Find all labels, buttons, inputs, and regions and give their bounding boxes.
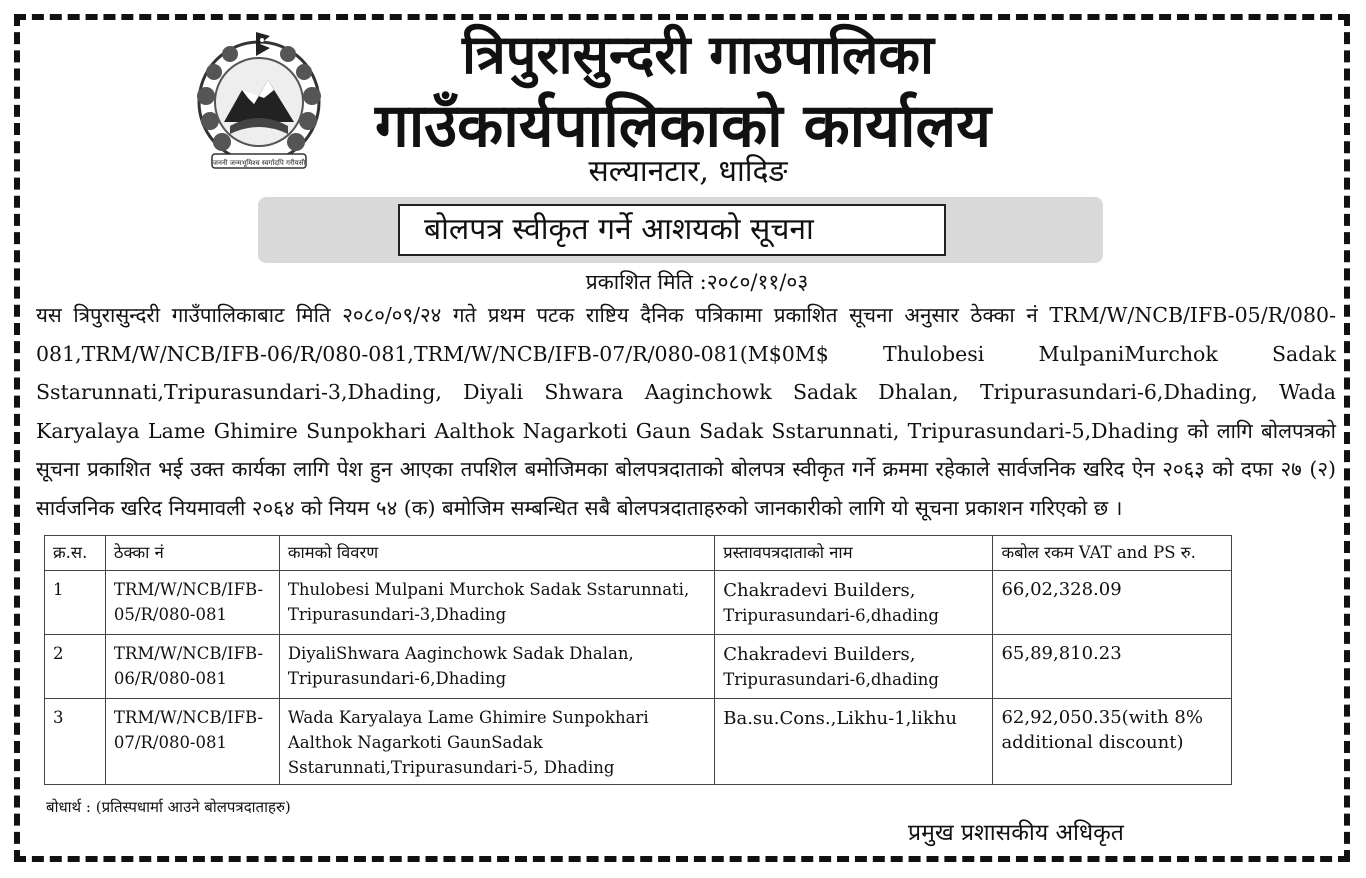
header-bidder: प्रस्तावपत्रदाताको नाम [715,536,993,571]
header-sn: क्र.स. [45,536,106,571]
cell-description: Wada Karyalaya Lame Ghimire Sunpokhari Aalthok Nagarkoti GaunSadak Sstarunnati,Tripurasundari-5, Dhading [279,699,714,785]
table-row [45,635,1232,699]
cell-amount: 62,92,050.35(with 8% additional discount) [993,699,1232,785]
bidder-name: Ba.su.Cons.,Likhu-1,likhu [723,708,958,729]
cell-sn: 1 [45,571,106,635]
notice-body: यस त्रिपुरासुन्दरी गाउँपालिकाबाट मिति २०८०/०९/२४ गते प्रथम पटक राष्टिय दैनिक पत्रिकामा प्रकाशित सूचना अनुसार ठेक्का नं TRM/W/NCB/IFB-05/R/080-081,TRM/W/NCB/IFB-06/R/080-081,TRM/W/NCB/IFB-07/R/080-081(M$0M$ Thulobesi MulpaniMurchok Sadak Sstarunnati,Tripurasundari-3,Dhading, Diyali Shwara Aaginchowk Sadak Dhalan, Tripurasundari-6,Dhading, Wada Karyalaya Lame Ghimire Sunpokhari Aalthok Nagarkoti Gaun Sadak Sstarunnati, Tripurasundari-5,Dhading को लागि बोलपत्रको सूचना प्रकाशित भई उक्त कार्यका लागि पेश हुन आएका तपशिल बमोजिमका बोलपत्रदाताको बोलपत्र स्वीकृत गर्ने क्रममा रहेकाले सार्वजनिक खरिद ऐन २०६३ को दफा २७ (२) सार्वजनिक खरिद नियमावली २०६४ को नियम ५४ (क) बमोजिम सम्बन्धित सबै बोलपत्रदाताहरुको जानकारीको लागि यो सूचना प्रकाशन गरिएको छ । [36,303,1336,520]
table-row [45,699,1232,785]
cell-bidder [715,635,993,699]
notice-title-banner [258,197,1103,263]
cell-bidder [715,699,993,785]
cell-bidder [715,571,993,635]
published-date: प्रकाशित मिति :२०८०/११/०३ [585,270,809,294]
emblem-motto: जननी जन्मभूमिश्च स्वर्गादपि गरीयसी [212,159,306,167]
header-contract: ठेक्का नं [105,536,279,571]
cell-contract: TRM/W/NCB/IFB-07/R/080-081 [105,699,279,785]
header-description: कामको विवरण [279,536,714,571]
bidder-name: Chakradevi Builders, [723,580,916,601]
cell-sn: 2 [45,635,106,699]
notice-title: बोलपत्र स्वीकृत गर्ने आशयको सूचना [398,204,946,256]
cell-contract: TRM/W/NCB/IFB-05/R/080-081 [105,571,279,635]
office-name: गाउँकार्यपालिकाको कार्यालय [374,91,992,161]
cell-contract: TRM/W/NCB/IFB-06/R/080-081 [105,635,279,699]
cell-description: Thulobesi Mulpani Murchok Sadak Sstarunnati, Tripurasundari-3,Dhading [279,571,714,635]
cell-description: DiyaliShwara Aaginchowk Sadak Dhalan, Tripurasundari-6,Dhading [279,635,714,699]
office-address: सल्यानटार, धादिङ [588,154,788,189]
cell-sn: 3 [45,699,106,785]
cell-amount: 66,02,328.09 [993,571,1232,635]
bidder-name: Chakradevi Builders, [723,644,916,665]
footnote-cc: बोधार्थ : (प्रतिस्पधार्मा आउने बोलपत्रदाताहरु) [46,798,291,816]
cell-amount: 65,89,810.23 [993,635,1232,699]
municipality-name: त्रिपुरासुन्दरी गाउपालिका [462,22,934,86]
bidder-address: Tripurasundari-6,dhading [723,670,939,689]
signature-title: प्रमुख प्रशासकीय अधिकृत [908,820,1124,846]
header-amount: कबोल रकम VAT and PS रु. [993,536,1232,571]
table-row [45,571,1232,635]
bidder-address: Tripurasundari-6,dhading [723,606,939,625]
table-header-row [45,536,1232,571]
award-table [44,535,1232,785]
